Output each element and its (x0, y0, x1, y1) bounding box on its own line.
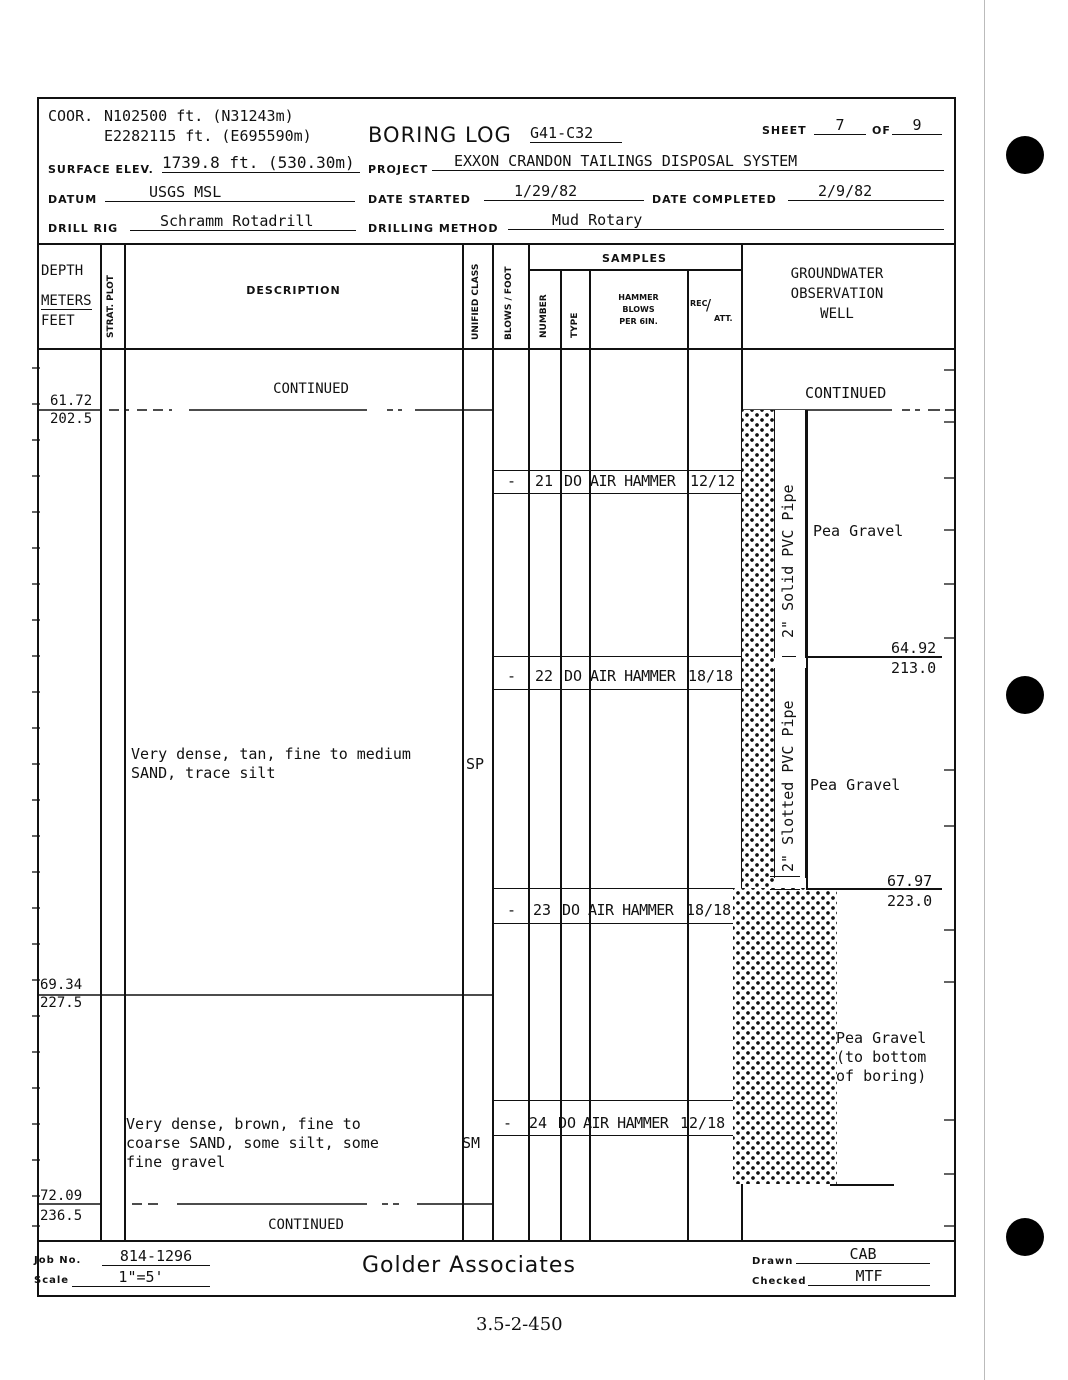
page-number: 3.5-2-450 (476, 1314, 563, 1335)
coor-east: E2282115 ft. (E695590m) (104, 127, 312, 145)
page-edge (984, 0, 985, 1380)
rec-slash: / (706, 296, 712, 314)
scale-label: Scale (34, 1275, 70, 1286)
pipe-endcap (770, 876, 800, 890)
sample24-type: DO (558, 1114, 577, 1132)
right-scale-ticks (940, 350, 954, 1240)
sample21-blows: - (507, 472, 517, 490)
hammer-header-line3: PER 6IN. (619, 317, 658, 326)
rec-header: REC (690, 299, 708, 308)
hammer-blows-header (590, 292, 687, 328)
surface-elev: 1739.8 ft. (530.30m) (162, 153, 360, 173)
sample22-blows: - (507, 667, 517, 685)
solid-pipe-label: 2" Solid PVC Pipe (779, 484, 797, 638)
hammer-header-line1: HAMMER (618, 293, 659, 302)
sample23-hammer: AIR HAMMER (588, 901, 674, 919)
att-header: ATT. (714, 314, 733, 323)
drilling-method-label: DRILLING METHOD (368, 222, 499, 235)
drill-rig: Schramm Rotadrill (130, 212, 356, 231)
gw-header-line2: OBSERVATION (790, 286, 884, 302)
sample22-number: 22 (535, 667, 554, 685)
sample24-rec: 12/18 (680, 1114, 726, 1132)
gw-header-line3: WELL (820, 306, 854, 322)
datum-label: DATUM (48, 193, 98, 206)
samples-header-line (528, 269, 741, 271)
layer2-class: SM (462, 1134, 481, 1152)
sample23-type: DO (562, 901, 581, 919)
drawn-by: CAB (796, 1245, 930, 1264)
gravel3-line1: Pea Gravel (836, 1029, 927, 1047)
gravel-pack-upper (742, 410, 774, 890)
depth-m-2: 69.34 (40, 977, 83, 993)
layer2-desc-line1: Very dense, brown, fine to (126, 1115, 361, 1133)
drawn-label: Drawn (752, 1256, 794, 1267)
layer1-desc-line2: SAND, trace silt (131, 764, 276, 782)
footer-divider (37, 1240, 956, 1242)
samples-header: SAMPLES (602, 252, 667, 265)
project-label: PROJECT (368, 163, 429, 176)
continued-top: CONTINUED (273, 381, 349, 397)
layer-description-1 (131, 745, 411, 783)
depth-ft-2: 227.5 (40, 995, 83, 1011)
drill-rig-label: DRILL RIG (48, 222, 119, 235)
depth-ft-1: 202.5 (50, 411, 93, 427)
well-elev-ft-1: 213.0 (891, 659, 937, 677)
depth-ft-3: 236.5 (40, 1208, 83, 1224)
sample23-rec: 18/18 (686, 901, 732, 919)
gw-well-header (742, 264, 932, 324)
well-elev-m-2: 67.97 (887, 872, 933, 890)
sample22-rec: 18/18 (688, 667, 734, 685)
gravel3-line3: of boring) (836, 1067, 927, 1085)
sample24-hammer: AIR HAMMER (583, 1114, 669, 1132)
boring-id: G41-C32 (530, 124, 622, 143)
sample21-number: 21 (535, 472, 554, 490)
company-name: Golder Associates (362, 1253, 576, 1278)
sample22-type: DO (564, 667, 583, 685)
date-completed: 2/9/82 (788, 182, 944, 201)
number-header: NUMBER (539, 294, 549, 338)
coor-label: COOR. (48, 107, 94, 125)
layer1-class: SP (466, 755, 485, 773)
drilling-method: Mud Rotary (508, 211, 944, 230)
meters-header: METERS (41, 293, 92, 309)
well-continued: CONTINUED (805, 384, 887, 402)
sample24-number: 24 (529, 1114, 548, 1132)
strat-plot-header: STRAT. PLOT (106, 275, 116, 338)
blows-foot-header: BLOWS / FOOT (504, 266, 514, 340)
form-title: BORING LOG (368, 123, 512, 147)
pea-gravel-label-2: Pea Gravel (810, 776, 901, 794)
continued-bottom: CONTINUED (268, 1217, 344, 1233)
well-elev-ft-2: 223.0 (887, 892, 933, 910)
description-header: DESCRIPTION (246, 284, 341, 297)
depth-m-3: 72.09 (40, 1188, 83, 1204)
feet-header: FEET (41, 313, 75, 329)
sample23-number: 23 (533, 901, 552, 919)
job-number: 814-1296 (102, 1247, 210, 1266)
sample21-rec: 12/12 (690, 472, 736, 490)
sample21-type: DO (564, 472, 583, 490)
sheet-label: SHEET (762, 124, 807, 137)
type-header: TYPE (570, 312, 580, 338)
sheet-number: 7 (814, 116, 866, 135)
sample22-hammer: AIR HAMMER (590, 667, 676, 685)
gravel3-line2: (to bottom (836, 1048, 927, 1066)
hammer-header-line2: BLOWS (622, 305, 655, 314)
date-completed-label: DATE COMPLETED (652, 193, 777, 206)
layer2-desc-line3: fine gravel (126, 1153, 226, 1171)
borehole-wall (806, 656, 808, 888)
job-no-label: Job No. (34, 1255, 82, 1266)
pea-gravel-label-1: Pea Gravel (813, 522, 904, 540)
checked-by: MTF (808, 1267, 930, 1286)
pea-gravel-label-3 (836, 1029, 926, 1086)
punch-hole (1006, 1218, 1044, 1256)
borehole-wall (806, 410, 808, 656)
sample21-hammer: AIR HAMMER (590, 472, 676, 490)
datum-value: USGS MSL (105, 183, 355, 202)
punch-hole (1006, 676, 1044, 714)
project-name: EXXON CRANDON TAILINGS DISPOSAL SYSTEM (432, 152, 944, 171)
sample23-blows: - (507, 901, 517, 919)
slotted-pipe-label: 2" Slotted PVC Pipe (779, 700, 797, 872)
scale-value: 1"=5' (72, 1268, 210, 1287)
surface-elev-label: SURFACE ELEV. (48, 163, 154, 176)
date-started: 1/29/82 (484, 182, 644, 201)
sheet-total: 9 (892, 116, 942, 135)
checked-label: Checked (752, 1276, 807, 1287)
gw-header-line1: GROUNDWATER (790, 266, 884, 282)
gravel-pack-lower (733, 888, 837, 1184)
coor-north: N102500 ft. (N31243m) (104, 107, 294, 125)
date-started-label: DATE STARTED (368, 193, 471, 206)
depth-header: DEPTH (41, 263, 84, 279)
layer2-desc-line2: coarse SAND, some silt, some (126, 1134, 379, 1152)
of-label: OF (872, 124, 891, 137)
header-divider (37, 243, 956, 245)
depth-m-1: 61.72 (50, 393, 93, 409)
layer1-desc-line1: Very dense, tan, fine to medium (131, 745, 411, 763)
sample24-blows: - (503, 1114, 513, 1132)
bottom-of-boring-line (830, 1184, 894, 1186)
punch-hole (1006, 136, 1044, 174)
well-elev-m-1: 64.92 (891, 639, 937, 657)
unified-class-header: UNIFIED CLASS (471, 263, 481, 340)
layer-description-2 (126, 1115, 379, 1172)
